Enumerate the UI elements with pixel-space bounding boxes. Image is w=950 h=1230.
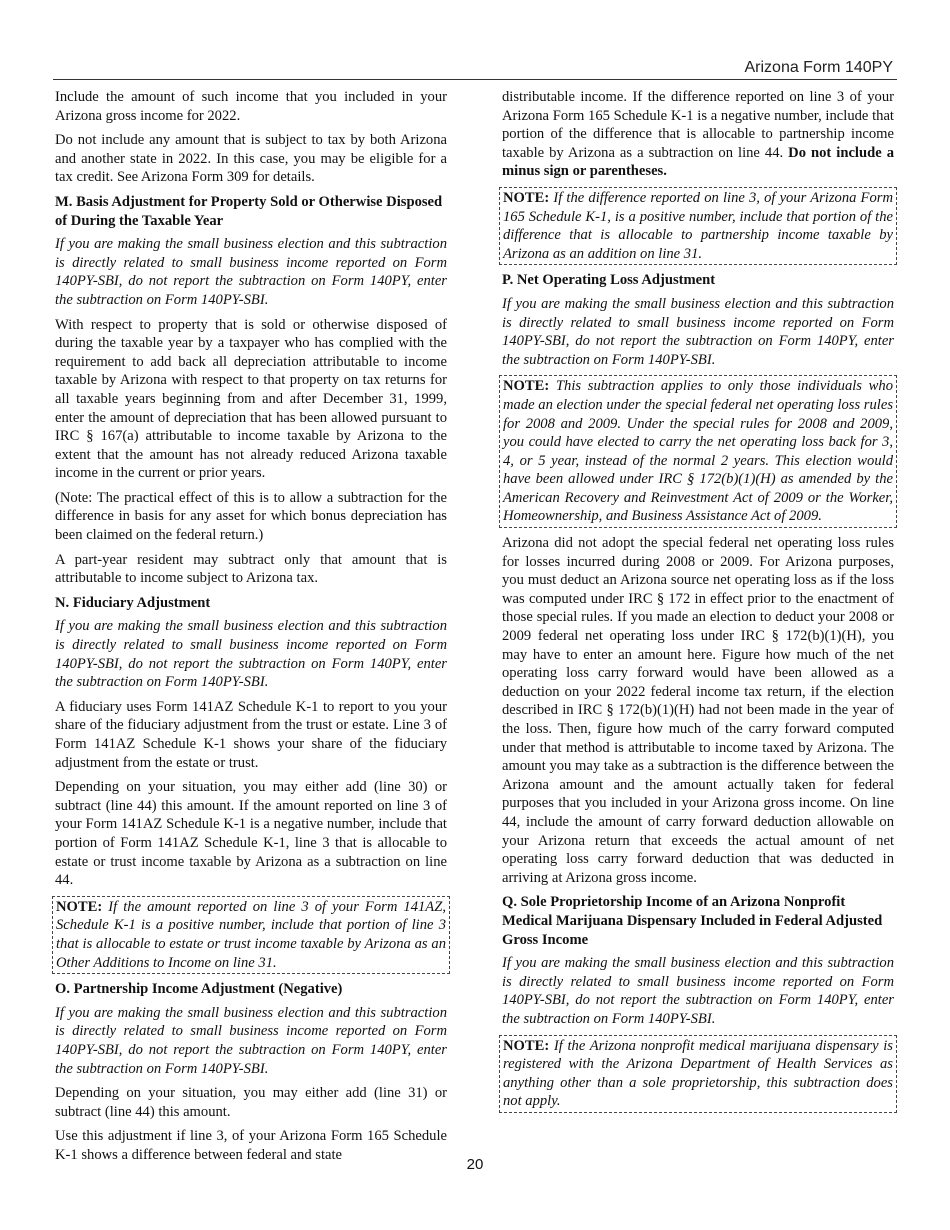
left-column [55,88,447,1170]
emphasis-text: Do not include a minus sign or parentheses. [502,144,895,180]
section-heading-o: O. Partnership Income Adjustment (Negative) [55,981,343,998]
form-title: Arizona Form 140PY [744,59,893,76]
sbi-instruction: If you are making the small business election and this subtraction is directly related to small business income reported on Form 140PY-SBI, do not report the subtraction on Form 140PY, enter the subtraction on Form 140PY-SBI. [55,236,447,308]
note-box [499,1035,897,1113]
note-label: NOTE: [503,378,550,395]
right-column [502,88,894,1119]
paragraph-text: distributable income. If the difference reported on line 3 of your Arizona Form 165 Schedule K-1 is a negative number, include that portion of the difference that is allocable to partnership income taxable by Arizona as a subtraction on line 44. [502,89,894,161]
section-heading-m: M. Basis Adjustment for Property Sold or Otherwise Disposed of During the Taxable Year [55,193,443,229]
note-text: If the amount reported on line 3 of your Form 141AZ, Schedule K-1 is a positive number, include that portion of line 3 that is allocable to estate or trust income taxable by Arizona as an Other Additions to Income on line 31. [56,898,446,971]
note-text: This subtraction applies to only those individuals who made an election under the special federal net operating loss rules for 2008 and 2009. Under the special rules for 2008 and 2009, you could have elected to carry the net operating loss back for 3, 4, or 5 year, instead of the normal 2 years. This election would have been allowed under IRC § 172(b)(1)(H) as amended by the American Recovery and Reinvestment Act of 2009 or the Worker, Homeownership, and Business Assistance Act of 2009. [503,378,894,525]
note-box [499,375,897,528]
paragraph: Arizona did not adopt the special federal net operating loss rules for losses incurred during 2008 or 2009. For Arizona purposes, you must deduct an Arizona source net operating loss as if the loss was computed under IRC § 172 in effect prior to the enactment of those special rules. If you made an election to deduct your 2008 or 2009 federal net operating loss under IRC § 172(b)(1)(H), you may have to enter an amount here. Figure how much of the net operating loss carry forward would have been allowed as a deduction on your 2022 federal income tax return, if the election described in IRC § 172(b)(1)(H) had not been made in the year of the loss. Then, figure how much of the carry forward computed under that method is attributable to income taxed by Arizona. The amount you may take as a subtraction is the difference between the Arizona amount and the amount actually taken for federal purposes that you included in your Arizona gross income. On line 44, include the amount of carry forward deduction allowable on your Arizona return that exceeds the actual amount of net operating loss carry forward deduction that was deducted in arriving at Arizona gross income. [502,535,894,886]
note-label: NOTE: [56,898,103,915]
section-heading-n: N. Fiduciary Adjustment [55,594,211,611]
section-heading-p: P. Net Operating Loss Adjustment [502,272,716,289]
note-text: If the difference reported on line 3, of your Arizona Form 165 Schedule K-1, is a positive number, include that portion of the difference that is allocable to partnership income taxable by Arizona as an addition on line 31. [503,189,893,262]
paragraph: Use this adjustment if line 3, of your Arizona Form 165 Schedule K-1 shows a difference between federal and state [55,1128,447,1163]
sbi-instruction: If you are making the small business election and this subtraction is directly related to small business income reported on Form 140PY-SBI, do not report the subtraction on Form 140PY, enter the subtraction on Form 140PY-SBI. [55,618,447,691]
paragraph: Include the amount of such income that you included in your Arizona gross income for 2022. [55,89,447,124]
page-number: 20 [466,1156,484,1173]
note-text: If the Arizona nonprofit medical marijuana dispensary is registered with the Arizona Department of Health Services as anything other than a sole proprietorship, this subtraction does not apply. [503,1037,893,1110]
paragraph: With respect to property that is sold or otherwise disposed of during the taxable year by a taxpayer who has complied with the requirement to add back all depreciation attributable to income taxable by Arizona with respect to that property on tax returns for all taxable years beginning from and after December 31, 1999, enter the amount of depreciation that has been allowed pursuant to IRC § 167(a) attributable to income taxable by Arizona to the extent that the amount has not already reduced Arizona taxable income in the current or prior years. [55,316,447,482]
paragraph: Do not include any amount that is subject to tax by both Arizona and another state in 2022. In this case, you may be eligible for a tax credit. See Arizona Form 309 for details. [55,132,447,186]
note-label: NOTE: [503,1037,550,1054]
paragraph: (Note: The practical effect of this is to allow a subtraction for the difference in basis for any asset for which bonus depreciation has been claimed on the federal return.) [55,489,447,544]
sbi-instruction: If you are making the small business election and this subtraction is directly related to small business income reported on Form 140PY-SBI, do not report the subtraction on Form 140PY, enter the subtraction on Form 140PY-SBI. [502,295,894,368]
note-box [52,896,450,974]
paragraph: Depending on your situation, you may either add (line 30) or subtract (line 44) this amount. If the amount reported on line 3 of your Form 141AZ Schedule K-1 is a negative number, include that portion of Form 141AZ Schedule K-1, line 3 that is allocable to estate or trust income taxable by Arizona as a subtraction on line 44. [55,779,447,889]
paragraph [502,88,894,181]
header-divider [53,79,897,80]
paragraph: Depending on your situation, you may either add (line 31) or subtract (line 44) this amount. [55,1085,447,1120]
note-box [499,187,897,265]
sbi-instruction: If you are making the small business election and this subtraction is directly related to small business income reported on Form 140PY-SBI, do not report the subtraction on Form 140PY, enter the subtraction on Form 140PY-SBI. [55,1004,447,1077]
section-heading-q: Q. Sole Proprietorship Income of an Arizona Nonprofit Medical Marijuana Dispensary Included in Federal Adjusted Gross Income [502,894,883,948]
paragraph: A part-year resident may subtract only that amount that is attributable to income subject to Arizona tax. [55,551,447,587]
paragraph: A fiduciary uses Form 141AZ Schedule K-1 to report to you your share of the fiduciary adjustment from the trust or estate. Line 3 of Form 141AZ Schedule K-1 shows your share of the fiduciary adjustment from the estate or trust. [55,698,447,771]
sbi-instruction: If you are making the small business election and this subtraction is directly related to small business income reported on Form 140PY-SBI, do not report the subtraction on Form 140PY, enter the subtraction on Form 140PY-SBI. [502,955,894,1027]
note-label: NOTE: [503,189,550,206]
